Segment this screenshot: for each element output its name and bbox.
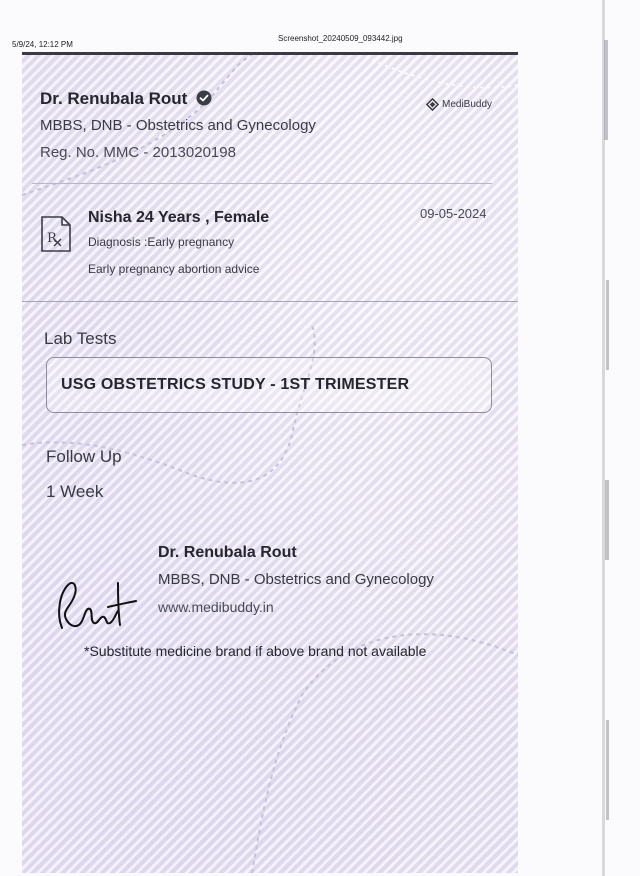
svg-text:R: R: [47, 231, 57, 246]
prescription-sheet: [22, 52, 518, 873]
follow-up-value: 1 Week: [46, 482, 104, 501]
header-divider: [32, 183, 492, 184]
diagnosis: Diagnosis :Early pregnancy: [88, 235, 235, 249]
prescription-rx-icon: [40, 215, 72, 253]
signature-doctor-name: Dr. Renubala Rout: [158, 544, 297, 561]
brand-logo: [426, 98, 492, 111]
prescription-date: 09-05-2024: [420, 206, 487, 221]
doctor-registration: Reg. No. MMC - 2013020198: [40, 144, 236, 161]
patient-header: Nisha 24 Years , Female: [88, 209, 270, 226]
scan-edge-artifact: [592, 0, 640, 876]
advice: Early pregnancy abortion advice: [88, 262, 260, 276]
signature-doctor-qualification: MBBS, DNB - Obstetrics and Gynecology: [158, 571, 434, 588]
doctor-qualification: MBBS, DNB - Obstetrics and Gynecology: [40, 117, 316, 134]
print-date: 5/9/24, 12:12 PM: [12, 40, 73, 49]
lab-test-name: USG OBSTETRICS STUDY - 1ST TRIMESTER: [61, 376, 410, 393]
medibuddy-logo-icon: [426, 98, 439, 111]
doctor-signature: [52, 563, 142, 643]
verified-badge-icon: [196, 90, 212, 106]
doctor-name: Dr. Renubala Rout: [40, 89, 188, 108]
patient-divider: [22, 301, 518, 302]
substitute-disclaimer: *Substitute medicine brand if above brand not available: [84, 643, 427, 659]
lab-test-item: [46, 357, 492, 413]
print-filename: Screenshot_20240509_093442.jpg: [278, 34, 403, 43]
lab-tests-heading: Lab Tests: [44, 329, 117, 348]
follow-up-heading: Follow Up: [46, 447, 122, 466]
print-header: [0, 0, 640, 60]
brand-name: MediBuddy: [442, 99, 493, 110]
signature-website: www.medibuddy.in: [158, 599, 274, 615]
